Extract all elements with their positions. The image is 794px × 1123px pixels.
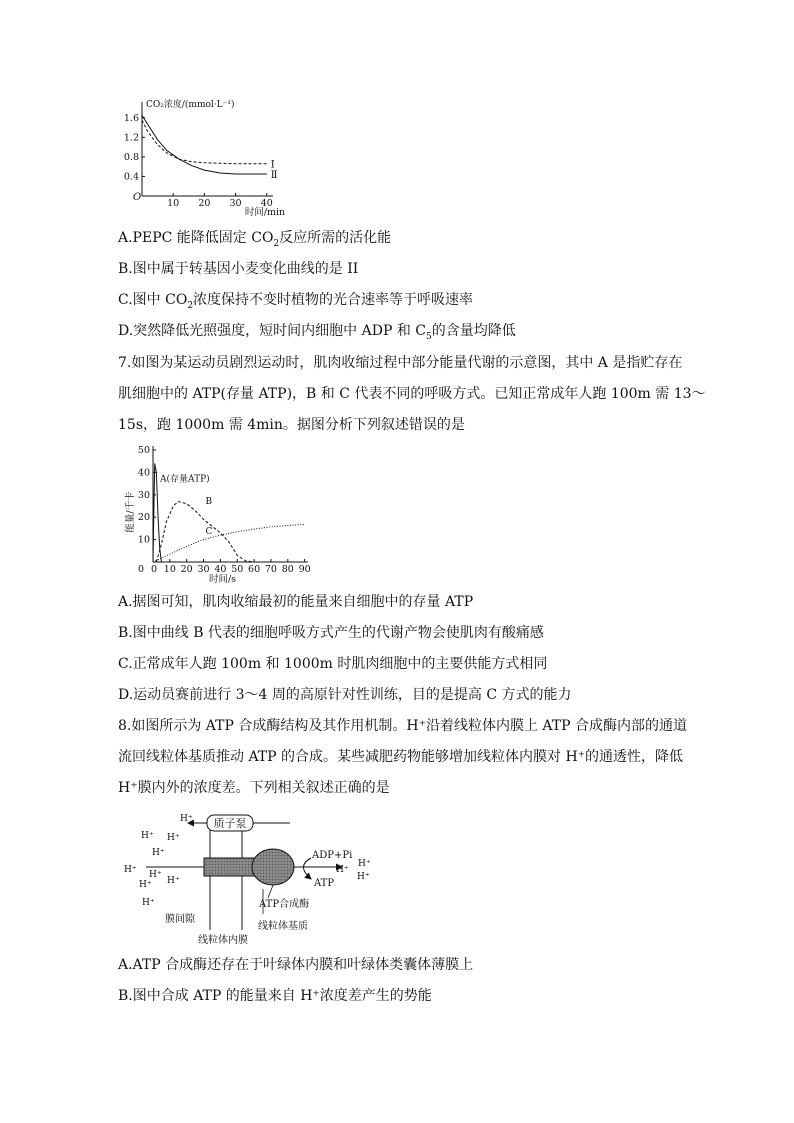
h-plus: H⁺ — [142, 898, 155, 908]
q8-stem-line-1: 8.如图所示为 ATP 合成酶结构及其作用机制。H⁺沿着线粒体内膜上 ATP 合成酶内部的通道 — [118, 718, 687, 734]
atp-synthase-head — [252, 849, 294, 885]
series-label-3: C — [205, 527, 213, 537]
q6-option-b: B.图中属于转基因小麦变化曲线的是 II — [118, 261, 359, 277]
h-plus-pump: H⁺ — [180, 814, 193, 824]
y-tick-label: 40 — [137, 467, 150, 479]
q7-option-d: D.运动员赛前进行 3～4 周的高原针对性训练，目的是提高 C 方式的能力 — [118, 687, 572, 703]
y-axis-label: 能量/千卡 — [125, 491, 136, 533]
energy-metabolism-chart — [118, 440, 318, 586]
q8-stem-line-2: 流回线粒体基质推动 ATP 的合成。某些减肥药物能够增加线粒体内膜对 H⁺的通透性，降低 — [118, 749, 684, 765]
series-line-1 — [142, 120, 267, 164]
h-plus: H⁺ — [139, 880, 152, 890]
x-tick-label: 0 — [150, 564, 158, 575]
q6-option-a: A.PEPC 能降低固定 $CO_2$反应所需的活化能 — [118, 230, 392, 249]
intermembrane-space-label: 膜间隙 — [165, 914, 195, 925]
matrix-label: 线粒体基质 — [258, 921, 308, 932]
x-tick-label: 40 — [260, 198, 273, 209]
x-tick-label: 10 — [163, 564, 176, 575]
series-label-1: A(存量ATP) — [160, 474, 210, 485]
x-tick-label: 30 — [229, 198, 242, 209]
y-tick-label: 10 — [137, 534, 150, 546]
q8-stem-line-3: H⁺膜内外的浓度差。下列相关叙述正确的是 — [118, 780, 390, 796]
x-tick-label: 10 — [167, 198, 180, 209]
proton-pump-label: 质子泵 — [213, 817, 247, 830]
h-plus: H⁺ — [124, 865, 137, 875]
x-tick-label: 60 — [248, 564, 261, 575]
q6-option-c: C.图中 $CO_2$浓度保持不变时植物的光合速率等于呼吸速率 — [118, 292, 474, 311]
h-plus: H⁺ — [358, 859, 371, 869]
y-tick-label: 0.4 — [123, 171, 139, 183]
x-tick-label: 20 — [198, 198, 211, 209]
series-line-2 — [142, 115, 267, 174]
series-line-3 — [153, 524, 305, 562]
q7-option-b: B.图中曲线 B 代表的细胞呼吸方式产生的代谢产物会使肌肉有酸痛感 — [118, 625, 544, 641]
h-plus: H⁺ — [149, 870, 162, 880]
atp-synthase-label: ATP合成酶 — [259, 899, 310, 910]
y-axis-label: CO₂浓度/(mmol·L⁻¹) — [146, 100, 235, 110]
x-tick-label: 50 — [231, 564, 244, 575]
q7-stem-line-2: 肌细胞中的 ATP(存量 ATP)，B 和 C 代表不同的呼吸方式。已知正常成年人跑 100m 需 13～ — [118, 386, 706, 402]
series-label-2: B — [205, 496, 213, 507]
y-tick-label: 30 — [137, 489, 150, 501]
y-tick-label: 1.6 — [123, 112, 139, 124]
h-plus: H⁺ — [167, 876, 180, 886]
h-plus: H⁺ — [152, 848, 165, 858]
q6-option-d: D.突然降低光照强度，短时间内细胞中 ADP 和 $C_5$的含量均降低 — [118, 323, 516, 342]
q7-option-c: C.正常成年人跑 100m 和 1000m 时肌肉细胞中的主要供能方式相同 — [118, 656, 548, 672]
synthase-leader-line — [268, 885, 273, 898]
origin-label: O — [133, 192, 142, 203]
q7-stem-line-3: 15s，跑 1000m 需 4min。据图分析下列叙述错误的是 — [118, 417, 465, 433]
y-tick-label: 1.2 — [123, 132, 139, 144]
atp-synthesis-arrow — [304, 858, 312, 879]
x-tick-label: 70 — [264, 564, 277, 575]
q8-option-a: A.ATP 合成酶还存在于叶绿体内膜和叶绿体类囊体薄膜上 — [118, 957, 474, 973]
y-tick-label: 50 — [137, 445, 150, 456]
q7-option-a: A.据图可知，肌肉收缩最初的能量来自细胞中的存量 ATP — [118, 594, 474, 610]
h-plus: H⁺ — [141, 831, 154, 841]
q7-stem-line-1: 7.如图为某运动员剧烈运动时，肌肉收缩过程中部分能量代谢的示意图，其中 A 是指贮存在 — [118, 355, 683, 371]
atp-synthase-diagram — [118, 806, 388, 948]
x-tick-label: 90 — [298, 564, 311, 575]
atp-label: ATP — [314, 878, 335, 889]
inner-membrane-label: 线粒体内膜 — [198, 935, 248, 946]
x-tick-label: 30 — [197, 564, 210, 575]
series-label-1: Ⅰ — [270, 159, 275, 171]
q8-option-b: B.图中合成 ATP 的能量来自 H⁺浓度差产生的势能 — [118, 988, 432, 1004]
co2-concentration-chart — [115, 94, 290, 220]
x-tick-label: 20 — [180, 564, 193, 575]
x-tick-label: 40 — [214, 564, 227, 575]
adp-pi-label: ADP+Pi — [312, 850, 353, 861]
x-tick-label: 80 — [281, 564, 294, 575]
origin-tick-label: 0 — [137, 564, 144, 575]
h-plus: H⁺ — [357, 872, 370, 882]
h-plus: H⁺ — [167, 833, 180, 843]
series-label-2: Ⅱ — [270, 170, 278, 181]
x-axis-label: 时间/s — [208, 574, 237, 585]
y-tick-label: 20 — [137, 512, 150, 524]
y-tick-label: 0.8 — [123, 151, 139, 163]
h-plus: H⁺ — [336, 865, 349, 875]
x-axis-label: 时间/min — [244, 207, 286, 218]
